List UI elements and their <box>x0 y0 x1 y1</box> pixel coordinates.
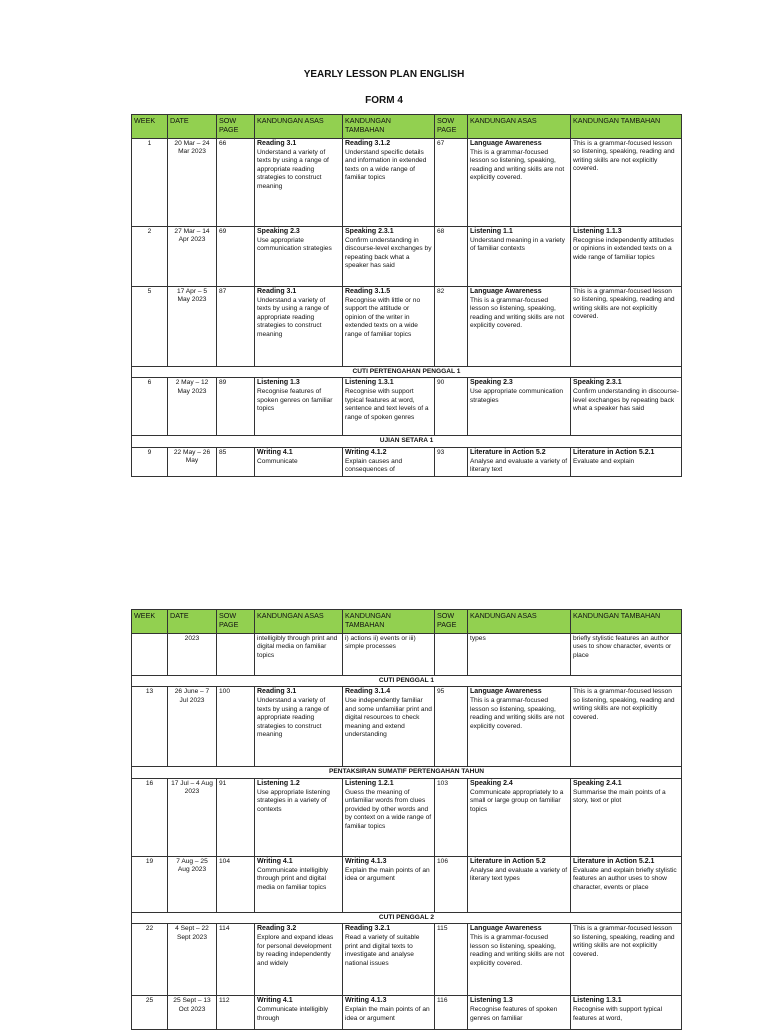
cell-text: Recognise with support typical features at word, <box>573 1006 663 1022</box>
cell-text: Confirm understanding in discourse-level exchanges by repeating back what a speaker has said <box>573 388 679 413</box>
week-row <box>132 287 682 367</box>
cell-text: Communicate <box>257 457 298 465</box>
sow-page-cell: 115 <box>435 924 468 996</box>
sow-page-cell: 68 <box>435 227 468 287</box>
week-cell: 6 <box>132 378 168 436</box>
kandungan-asas-cell <box>468 139 571 227</box>
cell-heading: Listening 1.2.1 <box>345 779 394 787</box>
sow-page-cell: 66 <box>217 139 255 227</box>
week-row <box>132 996 682 1030</box>
cell-heading: Reading 3.1.5 <box>345 288 391 295</box>
week-row <box>132 924 682 996</box>
column-header: SOW PAGE <box>217 115 255 139</box>
cell-text: Communicate intelligibly through <box>257 1006 329 1022</box>
week-cell <box>132 634 168 676</box>
column-header: KANDUNGAN TAMBAHAN <box>571 610 682 634</box>
kandungan-asas-cell <box>255 856 343 912</box>
kandungan-asas-cell <box>255 287 343 367</box>
kandungan-tambahan-cell <box>571 634 682 676</box>
cell-text: Recognise with little or no support the attitude or opinion of the writer in extended texts on a wide range of familiar topics <box>345 296 421 338</box>
kandungan-asas-cell <box>255 924 343 996</box>
kandungan-asas-cell <box>255 687 343 767</box>
column-header: KANDUNGAN ASAS <box>468 115 571 139</box>
kandungan-tambahan-cell <box>571 996 682 1030</box>
cell-text: This is a grammar-focused lesson so listening, speaking, reading and writing skills are not explicitly covered. <box>573 688 675 721</box>
cell-text: Recognise independently attitudes or opinions in extended texts on a wide range of familiar topics <box>573 236 674 261</box>
column-header: WEEK <box>132 115 168 139</box>
cell-text: Analyse and evaluate a variety of literary text <box>470 457 568 474</box>
week-row <box>132 634 682 676</box>
kandungan-asas-cell <box>468 924 571 996</box>
week-cell: 2 <box>132 227 168 287</box>
kandungan-tambahan-cell <box>343 287 435 367</box>
lesson-plan-table-1 <box>131 114 682 477</box>
cell-heading: Language Awareness <box>470 288 542 295</box>
cell-heading: Writing 4.1 <box>257 448 293 456</box>
document-subtitle: FORM 4 <box>365 95 403 106</box>
column-header: KANDUNGAN ASAS <box>255 610 343 634</box>
kandungan-asas-cell <box>468 287 571 367</box>
cell-text: This is a grammar-focused lesson so listening, speaking, reading and writing skills are not explicitly covered. <box>573 925 675 958</box>
sow-page-cell: 100 <box>217 687 255 767</box>
cell-heading: Listening 1.2 <box>257 779 300 787</box>
week-row <box>132 856 682 912</box>
column-header: KANDUNGAN TAMBAHAN <box>343 610 435 634</box>
cell-heading: Reading 3.1.2 <box>345 140 391 147</box>
cell-text: Understand a variety of texts by using a range of appropriate reading strategies to construct meaning <box>257 296 329 338</box>
kandungan-tambahan-cell <box>571 687 682 767</box>
break-label: CUTI PERTENGAHAN PENGGAL 1 <box>132 367 682 378</box>
kandungan-tambahan-cell <box>571 139 682 227</box>
cell-text: Communicate appropriately to a small or large group on familiar topics <box>470 788 564 813</box>
cell-heading: Writing 4.1.3 <box>345 857 387 865</box>
week-row <box>132 139 682 227</box>
cell-text: Explain the main points of an idea or argument <box>345 866 430 883</box>
date-cell: 4 Sept – 22 Sept 2023 <box>168 924 217 996</box>
cell-text: Explain causes and consequences of <box>345 457 403 474</box>
kandungan-tambahan-cell <box>343 996 435 1030</box>
cell-heading: Reading 3.2.1 <box>345 925 391 933</box>
cell-heading: Writing 4.1.3 <box>345 997 387 1005</box>
week-cell: 5 <box>132 287 168 367</box>
kandungan-tambahan-cell <box>343 227 435 287</box>
column-header: DATE <box>168 115 217 139</box>
kandungan-asas-cell <box>255 378 343 436</box>
kandungan-tambahan-cell <box>343 139 435 227</box>
cell-heading: Listening 1.3 <box>470 997 513 1005</box>
column-header: KANDUNGAN TAMBAHAN <box>343 115 435 139</box>
cell-text: Read a variety of suitable print and digital texts to investigate and analyse national issues <box>345 934 420 967</box>
column-header: SOW PAGE <box>435 610 468 634</box>
sow-page-cell: 112 <box>217 996 255 1030</box>
sow-page-cell <box>217 634 255 676</box>
table-header-row <box>132 115 682 139</box>
break-label: PENTAKSIRAN SUMATIF PERTENGAHAN TAHUN <box>132 767 682 778</box>
week-cell: 1 <box>132 139 168 227</box>
kandungan-asas-cell <box>255 139 343 227</box>
cell-heading: Literature in Action 5.2.1 <box>573 448 655 456</box>
cell-text: Use appropriate communication strategies <box>257 236 332 253</box>
week-row <box>132 227 682 287</box>
sow-page-cell: 90 <box>435 378 468 436</box>
kandungan-tambahan-cell <box>343 856 435 912</box>
break-row <box>132 367 682 378</box>
cell-text: Recognise features of spoken genres on familiar topics <box>257 388 333 413</box>
column-header: SOW PAGE <box>217 610 255 634</box>
cell-text: Understand specific details and information in extended texts on a wide range of familiar topics <box>345 148 427 182</box>
sow-page-cell: 116 <box>435 996 468 1030</box>
cell-heading: Reading 3.1 <box>257 140 297 147</box>
kandungan-asas-cell <box>255 996 343 1030</box>
cell-text: This is a grammar-focused lesson so listening, speaking, reading and writing skills are not explicitly covered. <box>470 296 565 330</box>
document-title: YEARLY LESSON PLAN ENGLISH <box>303 69 465 80</box>
cell-heading: Literature in Action 5.2.1 <box>573 857 655 865</box>
date-cell: 22 May – 26 May <box>168 447 217 476</box>
kandungan-asas-cell <box>468 634 571 676</box>
cell-text: Recognise with support typical features at word, sentence and text levels of a range of spoken genres <box>345 388 429 421</box>
cell-text: Evaluate and explain briefly stylistic features an author uses to show character, events or place <box>573 866 677 891</box>
kandungan-asas-cell <box>255 778 343 856</box>
kandungan-tambahan-cell <box>343 447 435 476</box>
cell-heading: Listening 1.1.3 <box>573 228 622 235</box>
cell-text: Understand a variety of texts by using a range of appropriate reading strategies to construct meaning <box>257 697 329 739</box>
cell-heading: Speaking 2.4 <box>470 779 513 787</box>
sow-page-cell: 69 <box>217 227 255 287</box>
cell-heading: Writing 4.1 <box>257 857 293 865</box>
cell-text: Confirm understanding in discourse-level exchanges by repeating back what a speaker has said <box>345 236 432 270</box>
kandungan-asas-cell <box>468 378 571 436</box>
week-row <box>132 687 682 767</box>
kandungan-asas-cell <box>255 634 343 676</box>
cell-heading: Listening 1.3 <box>257 379 300 387</box>
kandungan-tambahan-cell <box>343 687 435 767</box>
kandungan-asas-cell <box>468 778 571 856</box>
cell-heading: Reading 3.1 <box>257 288 297 295</box>
kandungan-tambahan-cell <box>343 378 435 436</box>
cell-text: This is a grammar-focused lesson so listening, speaking, reading and writing skills are not explicitly covered. <box>573 288 675 321</box>
cell-heading: Reading 3.1.4 <box>345 688 391 696</box>
sow-page-cell: 93 <box>435 447 468 476</box>
column-header: KANDUNGAN ASAS <box>255 115 343 139</box>
cell-text: Use independently familiar and some unfamiliar print and digital resources to check meaning and extend understanding <box>345 697 432 739</box>
kandungan-asas-cell <box>468 687 571 767</box>
cell-text: This is a grammar-focused lesson so listening, speaking, reading and writing skills are not explicitly covered. <box>573 140 675 173</box>
cell-heading: Speaking 2.3 <box>257 228 300 235</box>
cell-text: Analyse and evaluate a variety of literary text types <box>470 866 568 883</box>
week-row <box>132 447 682 476</box>
cell-heading: Language Awareness <box>470 925 542 933</box>
kandungan-asas-cell <box>468 856 571 912</box>
cell-heading: Writing 4.1.2 <box>345 448 387 456</box>
kandungan-tambahan-cell <box>343 634 435 676</box>
break-row <box>132 767 682 778</box>
cell-text: Understand meaning in a variety of familiar contexts <box>470 236 565 253</box>
date-cell: 2 May – 12 May 2023 <box>168 378 217 436</box>
week-cell: 16 <box>132 778 168 856</box>
break-label: CUTI PENGGAL 2 <box>132 912 682 923</box>
break-row <box>132 676 682 687</box>
cell-text: types <box>470 635 486 642</box>
kandungan-asas-cell <box>468 996 571 1030</box>
break-label: CUTI PENGGAL 1 <box>132 676 682 687</box>
cell-text: Understand a variety of texts by using a range of appropriate reading strategies to construct meaning <box>257 148 329 190</box>
kandungan-tambahan-cell <box>571 378 682 436</box>
week-row <box>132 778 682 856</box>
week-cell: 22 <box>132 924 168 996</box>
kandungan-tambahan-cell <box>343 924 435 996</box>
break-label: UJIAN SETARA 1 <box>132 436 682 447</box>
cell-heading: Literature in Action 5.2 <box>470 857 546 865</box>
cell-text: Guess the meaning of unfamiliar words from clues provided by other words and by context on a wide range of familiar topics <box>345 788 432 830</box>
cell-heading: Speaking 2.3 <box>470 379 513 387</box>
lesson-plan-table-2 <box>131 609 682 1030</box>
cell-text: Explore and expand ideas for personal development by reading independently and widely <box>257 934 334 967</box>
kandungan-asas-cell <box>255 227 343 287</box>
column-header: KANDUNGAN ASAS <box>468 610 571 634</box>
kandungan-asas-cell <box>255 447 343 476</box>
cell-text: This is a grammar-focused lesson so listening, speaking, reading and writing skills are not explicitly covered. <box>470 148 565 182</box>
break-row <box>132 436 682 447</box>
sow-page-cell: 89 <box>217 378 255 436</box>
column-header: SOW PAGE <box>435 115 468 139</box>
cell-heading: Language Awareness <box>470 688 542 696</box>
cell-text: Evaluate and explain <box>573 457 635 465</box>
sow-page-cell: 67 <box>435 139 468 227</box>
kandungan-asas-cell <box>468 227 571 287</box>
date-cell: 7 Aug – 25 Aug 2023 <box>168 856 217 912</box>
cell-text: Use appropriate communication strategies <box>470 388 564 404</box>
cell-heading: Reading 3.2 <box>257 925 297 933</box>
column-header: WEEK <box>132 610 168 634</box>
cell-heading: Speaking 2.3.1 <box>573 379 622 387</box>
column-header: KANDUNGAN TAMBAHAN <box>571 115 682 139</box>
sow-page-cell: 87 <box>217 287 255 367</box>
cell-heading: Writing 4.1 <box>257 997 293 1005</box>
sow-page-cell: 91 <box>217 778 255 856</box>
table-header-row <box>132 610 682 634</box>
week-cell: 25 <box>132 996 168 1030</box>
sow-page-cell: 114 <box>217 924 255 996</box>
kandungan-tambahan-cell <box>571 856 682 912</box>
sow-page-cell: 85 <box>217 447 255 476</box>
sow-page-cell: 106 <box>435 856 468 912</box>
kandungan-tambahan-cell <box>571 447 682 476</box>
cell-text: Explain the main points of an idea or argument <box>345 1006 430 1022</box>
cell-text: i) actions ii) events or iii) simple processes <box>345 635 416 651</box>
week-row <box>132 378 682 436</box>
cell-heading: Speaking 2.3.1 <box>345 228 394 235</box>
cell-heading: Listening 1.3.1 <box>573 997 622 1005</box>
cell-text: intelligibly through print and digital media on familiar topics <box>257 635 338 659</box>
cell-heading: Language Awareness <box>470 140 542 147</box>
sow-page-cell: 82 <box>435 287 468 367</box>
cell-heading: Literature in Action 5.2 <box>470 448 546 456</box>
sow-page-cell: 95 <box>435 687 468 767</box>
break-row <box>132 912 682 923</box>
cell-text: briefly stylistic features an author uses to show character, events or place <box>573 635 672 659</box>
kandungan-tambahan-cell <box>571 227 682 287</box>
kandungan-tambahan-cell <box>571 924 682 996</box>
cell-text: Use appropriate listening strategies in a variety of contexts <box>257 788 330 813</box>
week-cell: 13 <box>132 687 168 767</box>
cell-heading: Speaking 2.4.1 <box>573 779 622 787</box>
cell-heading: Listening 1.3.1 <box>345 379 394 387</box>
cell-text: Communicate intelligibly through print and digital media on familiar topics <box>257 866 329 891</box>
kandungan-asas-cell <box>468 447 571 476</box>
sow-page-cell: 103 <box>435 778 468 856</box>
cell-text: This is a grammar-focused lesson so listening, speaking, reading and writing skills are not explicitly covered. <box>470 697 565 730</box>
date-cell: 17 Apr – 5 May 2023 <box>168 287 217 367</box>
cell-text: Summarise the main points of a story, text or plot <box>573 788 666 805</box>
cell-heading: Listening 1.1 <box>470 228 513 235</box>
date-cell: 17 Jul – 4 Aug 2023 <box>168 778 217 856</box>
week-cell: 9 <box>132 447 168 476</box>
date-cell: 27 Mar – 14 Apr 2023 <box>168 227 217 287</box>
cell-text: Recognise features of spoken genres on familiar <box>470 1006 558 1022</box>
kandungan-tambahan-cell <box>571 287 682 367</box>
sow-page-cell: 104 <box>217 856 255 912</box>
kandungan-tambahan-cell <box>343 778 435 856</box>
date-cell: 25 Sept – 13 Oct 2023 <box>168 996 217 1030</box>
date-cell: 20 Mar – 24 Mar 2023 <box>168 139 217 227</box>
week-cell: 19 <box>132 856 168 912</box>
kandungan-tambahan-cell <box>571 778 682 856</box>
date-cell: 2023 <box>168 634 217 676</box>
cell-text: This is a grammar-focused lesson so listening, speaking, reading and writing skills are not explicitly covered. <box>470 934 565 967</box>
date-cell: 26 June – 7 Jul 2023 <box>168 687 217 767</box>
cell-heading: Reading 3.1 <box>257 688 297 696</box>
column-header: DATE <box>168 610 217 634</box>
sow-page-cell <box>435 634 468 676</box>
